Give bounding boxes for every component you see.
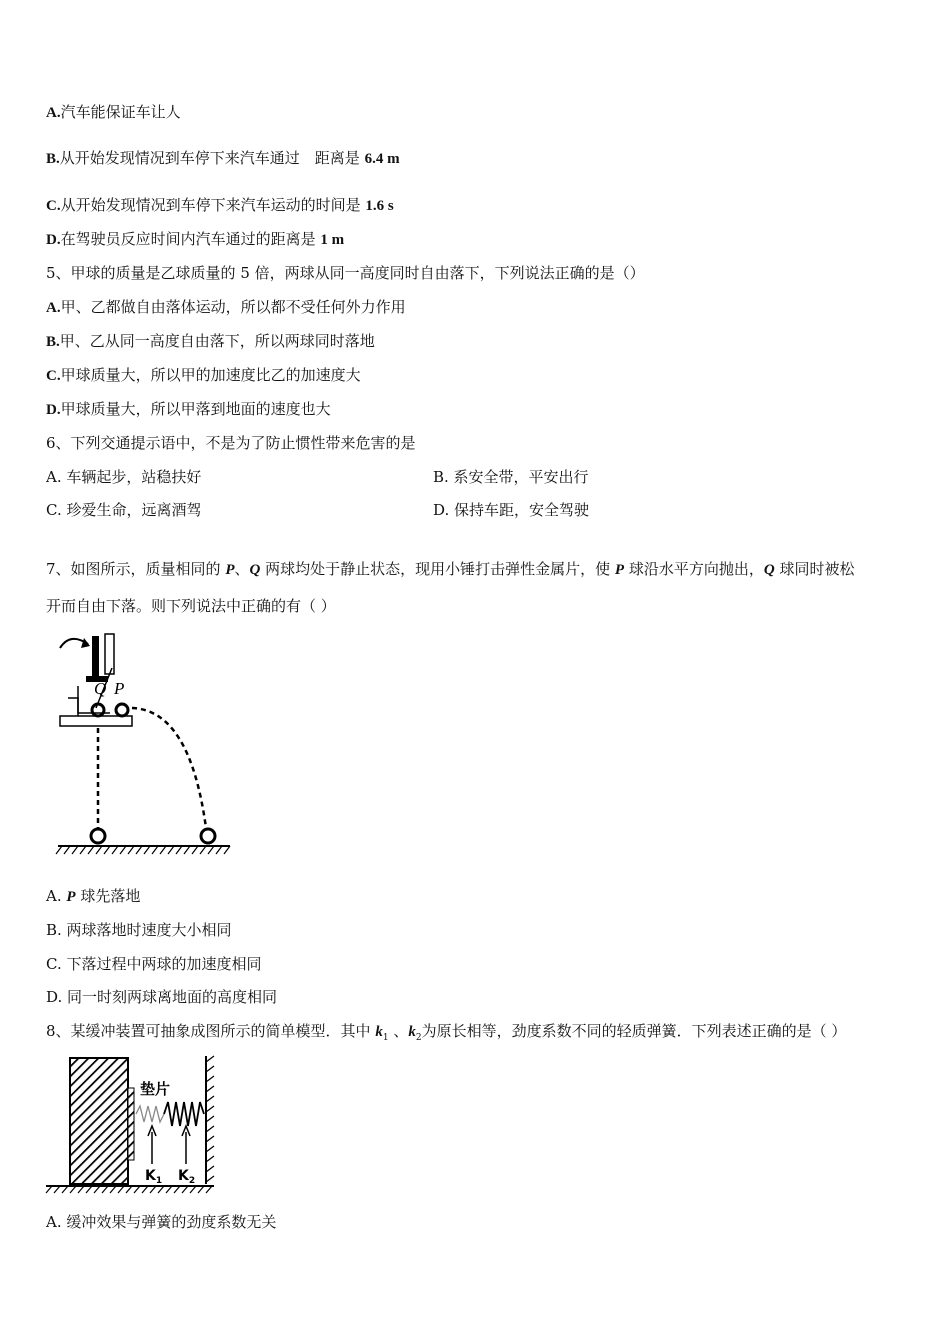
q4-option-a: A.汽车能保证车让人 — [46, 103, 181, 121]
q8-option-a: A. 缓冲效果与弹簧的劲度系数无关 — [46, 1213, 277, 1231]
stand-support — [68, 698, 78, 716]
buffer-block — [70, 1058, 128, 1184]
label-pad: 垫片 — [140, 1080, 171, 1098]
ball-p-end — [201, 829, 215, 843]
q5-option-b: B.甲、乙从同一高度自由落下，所以两球同时落地 — [46, 332, 375, 350]
q5-option-a: A.甲、乙都做自由落体运动，所以都不受任何外力作用 — [46, 298, 406, 316]
q7-option-c: C. 下落过程中两球的加速度相同 — [46, 955, 262, 973]
q7-stem-line2: 开而自由下落。则下列说法中正确的有（ ） — [46, 597, 336, 615]
q7-option-b: B. 两球落地时速度大小相同 — [46, 921, 232, 939]
ball-q-end — [91, 829, 105, 843]
q4-option-d: D.在驾驶员反应时间内汽车通过的距离是 1 m — [46, 230, 345, 248]
q5-option-c: C.甲球质量大，所以甲的加速度比乙的加速度大 — [46, 366, 361, 384]
q6-option-a: A. 车辆起步，站稳扶好 — [46, 468, 202, 486]
q6-option-c: C. 珍爱生命，远离酒驾 — [46, 501, 202, 519]
spring-k1 — [136, 1106, 164, 1122]
ball-q-start — [92, 704, 104, 716]
q5-stem: 5、甲球的质量是乙球质量的 5 倍，两球从同一高度同时自由落下，下列说法正确的是（） — [46, 264, 645, 282]
ball-p-start — [116, 704, 128, 716]
q6-option-d: D. 保持车距，安全驾驶 — [433, 501, 590, 519]
q6-stem: 6、下列交通提示语中，不是为了防止惯性带来危害的是 — [46, 434, 416, 452]
swing-arrow-head — [81, 638, 90, 648]
ground-hatch — [56, 846, 230, 854]
hammer-grip — [105, 634, 114, 674]
ground-hatch — [46, 1186, 212, 1193]
q6-option-b: B. 系安全带，平安出行 — [433, 468, 589, 486]
label-k1: $K_1$ — [145, 1168, 163, 1186]
q7-projectile-figure — [50, 628, 240, 863]
hammer-handle — [92, 636, 99, 678]
label-k2: $K_2$ — [178, 1168, 196, 1186]
q8-stem: 8、某缓冲装置可抽象成图所示的简单模型．其中 $k_1$ 、$k_2$为原长相等，劲度系数不同的轻质弹簧．下列表述正确的是（ ） — [46, 1022, 847, 1043]
wall-hatch — [206, 1056, 214, 1182]
p-parabolic-path — [132, 708, 206, 828]
q4-option-b: B.从开始发现情况到车停下来汽车通过 距离是 6.4 m — [46, 149, 400, 167]
q7-option-a: A. P 球先落地 — [46, 887, 141, 905]
q8-buffer-figure — [44, 1052, 224, 1197]
stand-base — [60, 716, 132, 726]
q7-option-d: D. 同一时刻两球离地面的高度相同 — [46, 988, 278, 1006]
q7-stem-line1: 7、如图所示，质量相同的 P、Q 两球均处于静止状态，现用小锤打击弹性金属片，使 P 球沿水平方向抛出，Q 球同时被松 — [46, 560, 855, 578]
label-q: Q — [94, 679, 107, 698]
q5-option-d: D.甲球质量大，所以甲落到地面的速度也大 — [46, 400, 331, 418]
pad — [128, 1088, 134, 1160]
label-p: P — [114, 679, 125, 698]
spring-k2 — [164, 1102, 204, 1126]
q4-option-c: C.从开始发现情况到车停下来汽车运动的时间是 1.6 s — [46, 196, 394, 214]
